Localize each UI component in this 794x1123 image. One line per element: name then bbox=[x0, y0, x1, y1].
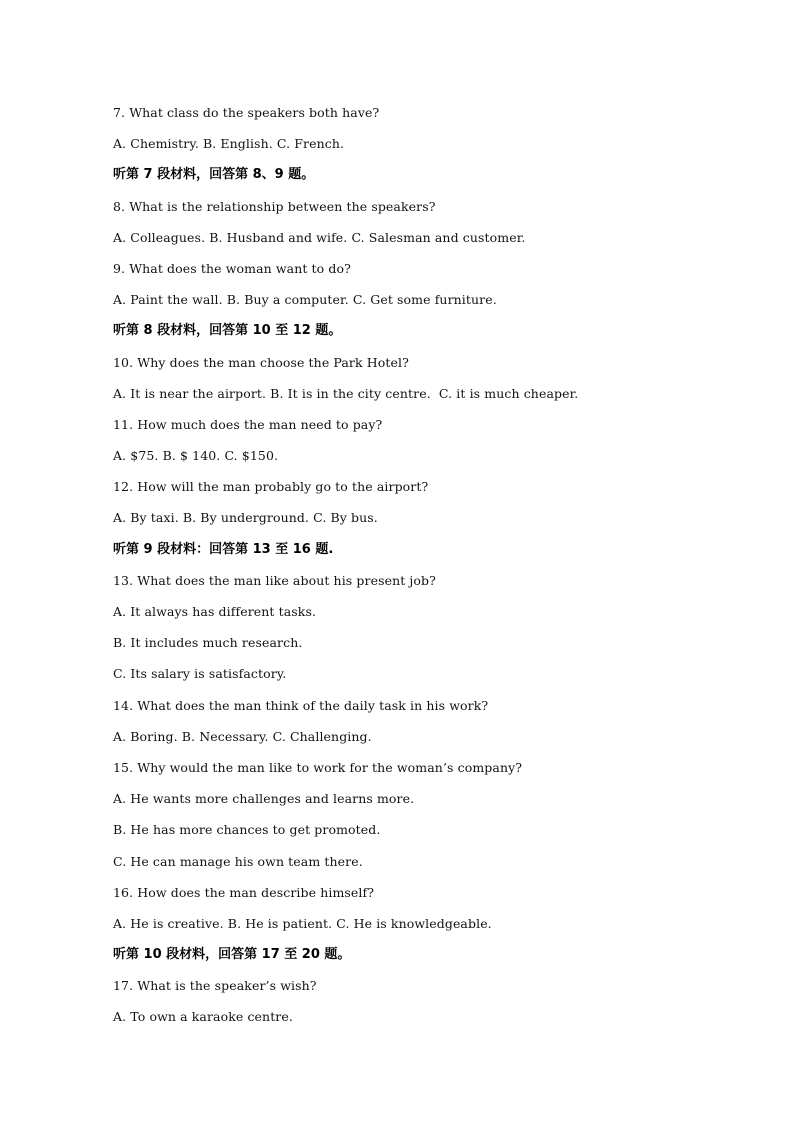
question-8: 8. What is the relationship between the speakers? bbox=[113, 198, 436, 214]
section-heading-10: 听第 10 段材料，回答第 17 至 20 题。 bbox=[113, 947, 351, 963]
options-8: A. Colleagues. B. Husband and wife. C. Salesman and customer. bbox=[113, 229, 526, 245]
question-14: 14. What does the man think of the daily task in his work? bbox=[113, 697, 489, 713]
option-15-a: A. He wants more challenges and learns more. bbox=[113, 791, 415, 807]
options-10: A. It is near the airport. B. It is in the city centre. C. it is much cheaper. bbox=[113, 385, 579, 401]
question-13: 13. What does the man like about his present job? bbox=[113, 572, 436, 588]
question-11: 11. How much does the man need to pay? bbox=[113, 416, 383, 432]
question-17: 17. What is the speaker’s wish? bbox=[113, 978, 317, 994]
option-15-c: C. He can manage his own team there. bbox=[113, 853, 363, 869]
section-heading-9: 听第 9 段材料：回答第 13 至 16 题. bbox=[113, 541, 334, 557]
options-9: A. Paint the wall. B. Buy a computer. C. Get some furniture. bbox=[113, 292, 497, 308]
option-15-b: B. He has more chances to get promoted. bbox=[113, 822, 381, 838]
option-13-b: B. It includes much research. bbox=[113, 635, 303, 651]
options-11: A. $75. B. $ 140. C. $150. bbox=[113, 448, 279, 464]
options-12: A. By taxi. B. By underground. C. By bus. bbox=[113, 510, 378, 526]
section-heading-7: 听第 7 段材料，回答第 8、9 题。 bbox=[113, 167, 315, 183]
options-16: A. He is creative. B. He is patient. C. He is knowledgeable. bbox=[113, 915, 492, 931]
question-12: 12. How will the man probably go to the airport? bbox=[113, 479, 429, 495]
question-16: 16. How does the man describe himself? bbox=[113, 884, 375, 900]
option-13-c: C. Its salary is satisfactory. bbox=[113, 666, 287, 682]
options-7: A. Chemistry. B. English. C. French. bbox=[113, 136, 345, 152]
option-17-a: A. To own a karaoke centre. bbox=[113, 1009, 293, 1025]
question-7: 7. What class do the speakers both have? bbox=[113, 105, 380, 120]
option-13-a: A. It always has different tasks. bbox=[113, 604, 317, 619]
question-15: 15. Why would the man like to work for the woman’s company? bbox=[113, 759, 523, 775]
options-14: A. Boring. B. Necessary. C. Challenging. bbox=[113, 728, 372, 744]
section-heading-8: 听第 8 段材料，回答第 10 至 12 题。 bbox=[113, 323, 342, 339]
question-9: 9. What does the woman want to do? bbox=[113, 260, 351, 276]
question-10: 10. Why does the man choose the Park Hotel? bbox=[113, 354, 409, 370]
question-list bbox=[113, 103, 753, 1039]
